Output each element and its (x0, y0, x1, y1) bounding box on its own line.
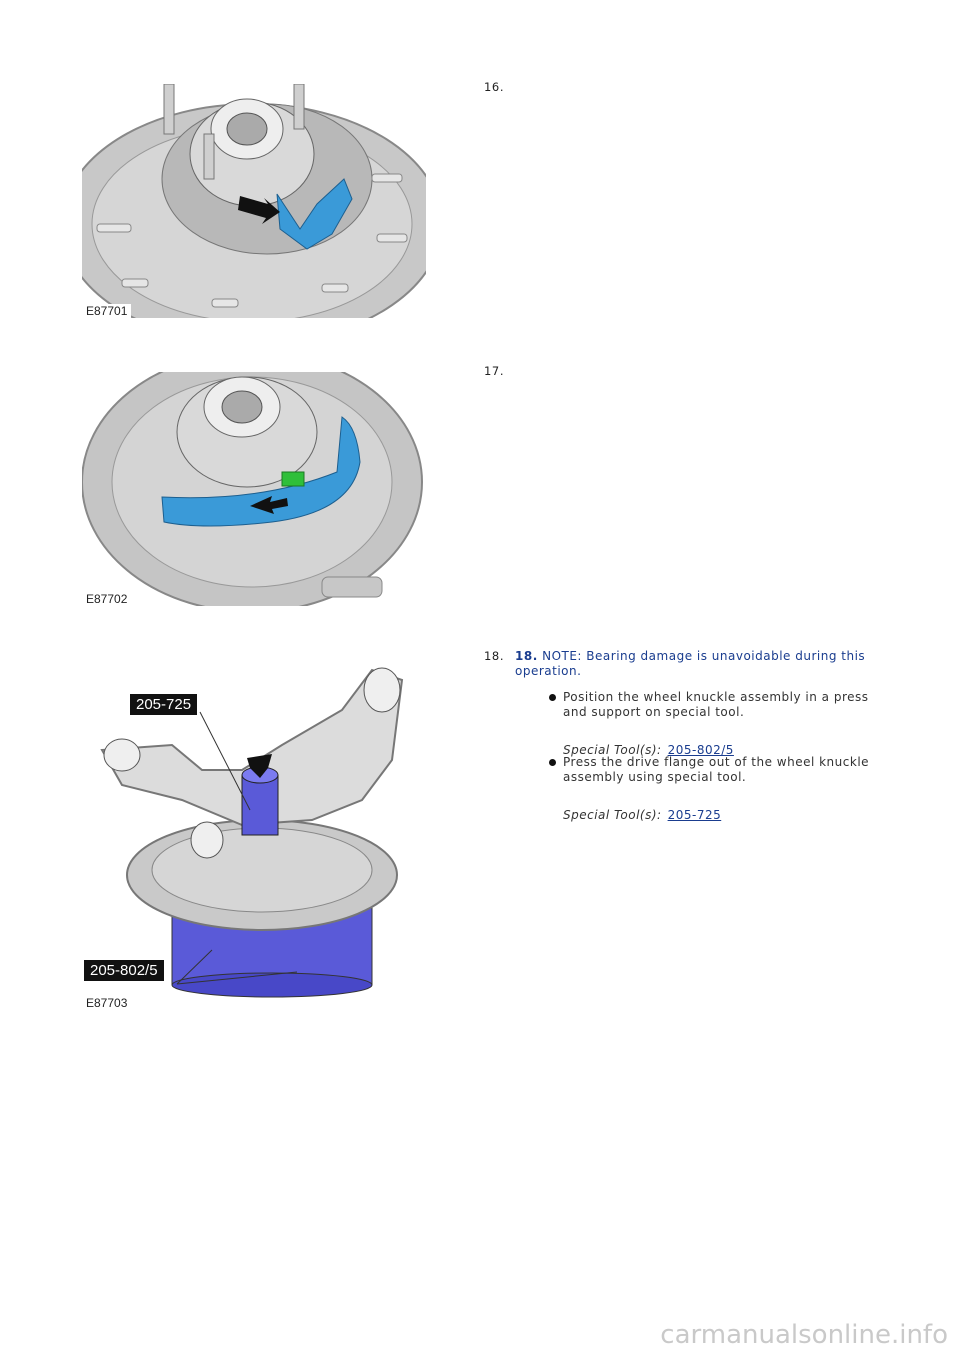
special-tool-link-205-725[interactable]: 205-725 (667, 808, 722, 822)
special-tool-line-2: Special Tool(s): 205-725 (563, 808, 722, 822)
wheel-hub-illustration (82, 84, 426, 318)
figure-code: E87702 (82, 592, 131, 606)
step-18-note (515, 649, 895, 679)
bullet-item-2: Press the drive flange out of the wheel knuckle assembly using special tool. (563, 755, 903, 785)
figure-16 (82, 84, 426, 318)
bullet-icon (549, 694, 556, 701)
figure-code: E87703 (82, 996, 131, 1010)
step-number-17: 17. (484, 364, 505, 378)
figure-17 (82, 372, 426, 606)
step-18-bold-number: 18. (515, 649, 538, 663)
step-number-16: 16. (484, 80, 505, 94)
wheel-hub-shoe-illustration (82, 372, 426, 606)
step-18-note-text-2: operation. (515, 664, 582, 678)
bullet-icon (549, 759, 556, 766)
step-number-18: 18. (484, 649, 505, 663)
watermark: carmanualsonline.info (660, 1320, 948, 1350)
callout-label-bottom: 205-802/5 (84, 960, 164, 981)
bullet-item-1: Position the wheel knuckle assembly in a press and support on special tool. (563, 690, 903, 720)
callout-label-top: 205-725 (130, 694, 197, 715)
figure-18 (82, 650, 426, 1010)
special-tool-line-1: Special Tool(s): 205-802/5 (563, 743, 734, 757)
special-tool-link-205-802-5[interactable]: 205-802/5 (667, 743, 734, 757)
step-18-note-text: NOTE: Bearing damage is unavoidable during this (542, 649, 866, 663)
figure-code: E87701 (82, 304, 131, 318)
